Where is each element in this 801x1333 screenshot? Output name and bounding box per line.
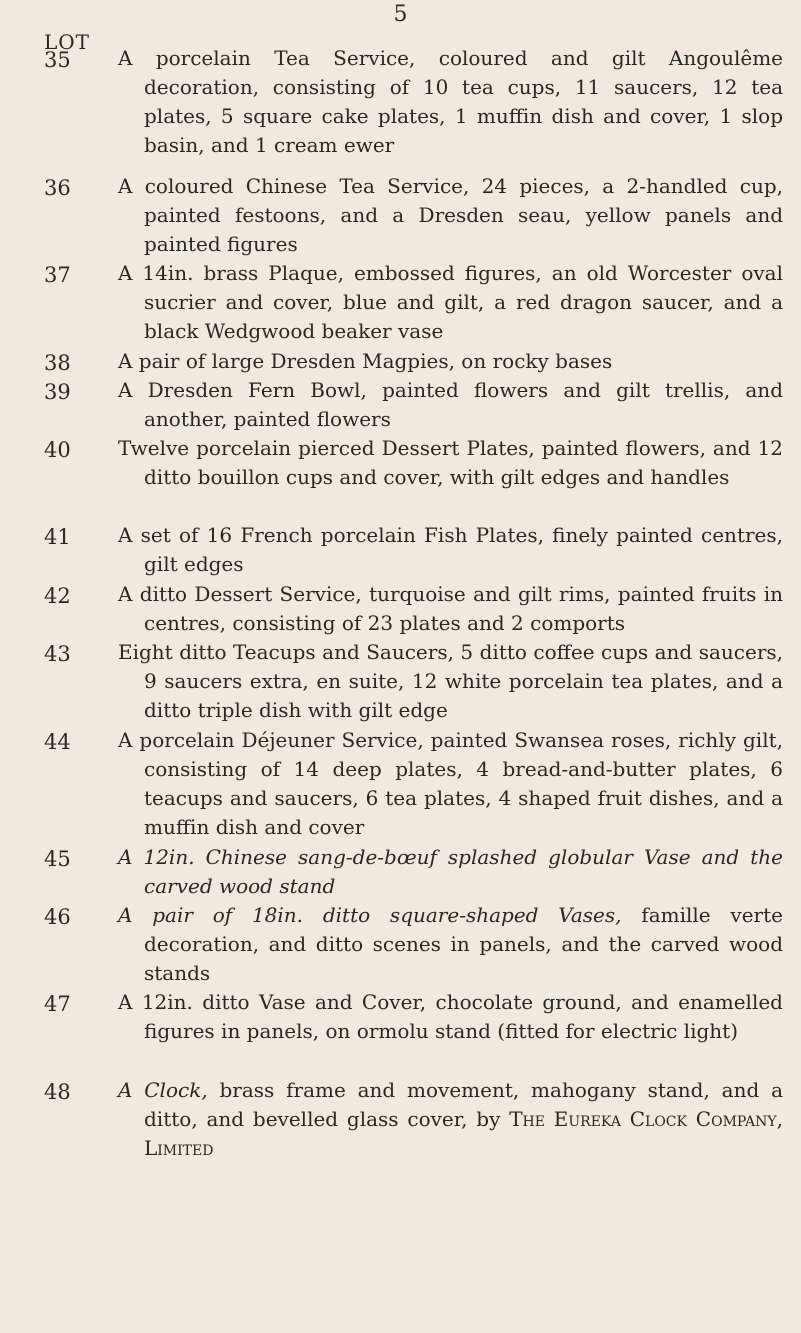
lot-number: 40	[44, 438, 71, 462]
lot-description-rest: famille verte decoration, and ditto scenes in panels, and the carved wood stands	[144, 903, 783, 985]
lot-description: A 14in. brass Plaque, embossed figures, an old Worcester oval sucrier and cover, blue and gilt, a red dragon saucer, and a black Wedgwood beaker vase	[118, 261, 783, 343]
lot-description: A 12in. ditto Vase and Cover, chocolate ground, and enamelled figures in panels, on ormolu stand (fitted for electric light)	[118, 990, 783, 1043]
lot-description: A porcelain Tea Service, coloured and gilt Angoulême decoration, consisting of 10 tea cups, 11 saucers, 12 tea plates, 5 square cake plates, 1 muffin dish and cover, 1 slop basin, and 1 cream ewer	[118, 46, 783, 157]
lot-description: Eight ditto Teacups and Saucers, 5 ditto coffee cups and saucers, 9 saucers extra, en suite, 12 white porcelain tea plates, and a ditto triple dish with gilt edge	[118, 640, 783, 722]
lot-description: A porcelain Déjeuner Service, painted Swansea roses, richly gilt, consisting of 14 deep plates, 4 bread-and-butter plates, 6 teacups and saucers, 6 tea plates, 4 shaped fruit dishes, and a muffin dish and cover	[118, 728, 783, 839]
lot-description-italic: A Clock,	[118, 1078, 208, 1102]
lot-description: A pair of large Dresden Magpies, on rocky bases	[118, 349, 613, 373]
lot-number: 42	[44, 584, 71, 608]
lot-number: 36	[44, 176, 71, 200]
lot-number: 41	[44, 525, 71, 549]
lot-number: 37	[44, 263, 71, 287]
lot-description: A coloured Chinese Tea Service, 24 pieces, a 2-handled cup, painted festoons, and a Dresden seau, yellow panels and painted figures	[118, 174, 783, 256]
lot-description-italic: A pair of 18in. ditto square-shaped Vases,	[118, 903, 622, 927]
lot-number: 47	[44, 992, 71, 1016]
lot-description: Twelve porcelain pierced Dessert Plates, painted flowers, and 12 ditto bouillon cups and cover, with gilt edges and handles	[118, 436, 783, 489]
lot-number: 38	[44, 351, 71, 375]
lot-number: 35	[44, 48, 71, 72]
lot-description	[118, 1076, 783, 1163]
lot-number: 48	[44, 1080, 71, 1104]
lot-number: 44	[44, 730, 71, 754]
page-number: 5	[393, 2, 408, 27]
lot-number: 45	[44, 847, 71, 871]
lot-number: 39	[44, 380, 71, 404]
lot-number: 46	[44, 905, 71, 929]
lot-description: A set of 16 French porcelain Fish Plates, finely painted centres, gilt edges	[118, 523, 783, 576]
lot-description: A ditto Dessert Service, turquoise and gilt rims, painted fruits in centres, consisting of 23 plates and 2 comports	[118, 582, 783, 635]
lot-number: 43	[44, 642, 71, 666]
lot-description-rest: brass frame and movement, mahogany stand, and a ditto, and bevelled glass cover, by	[144, 1078, 783, 1131]
lot-description: A 12in. Chinese sang-de-bœuf splashed globular Vase and the carved wood stand	[118, 845, 783, 898]
lot-description	[118, 901, 783, 988]
lot-column-header: LOT	[44, 30, 91, 54]
maker-name: The Eureka Clock Company, Limited	[144, 1107, 783, 1160]
lot-description: A Dresden Fern Bowl, painted flowers and gilt trellis, and another, painted flowers	[118, 378, 783, 431]
